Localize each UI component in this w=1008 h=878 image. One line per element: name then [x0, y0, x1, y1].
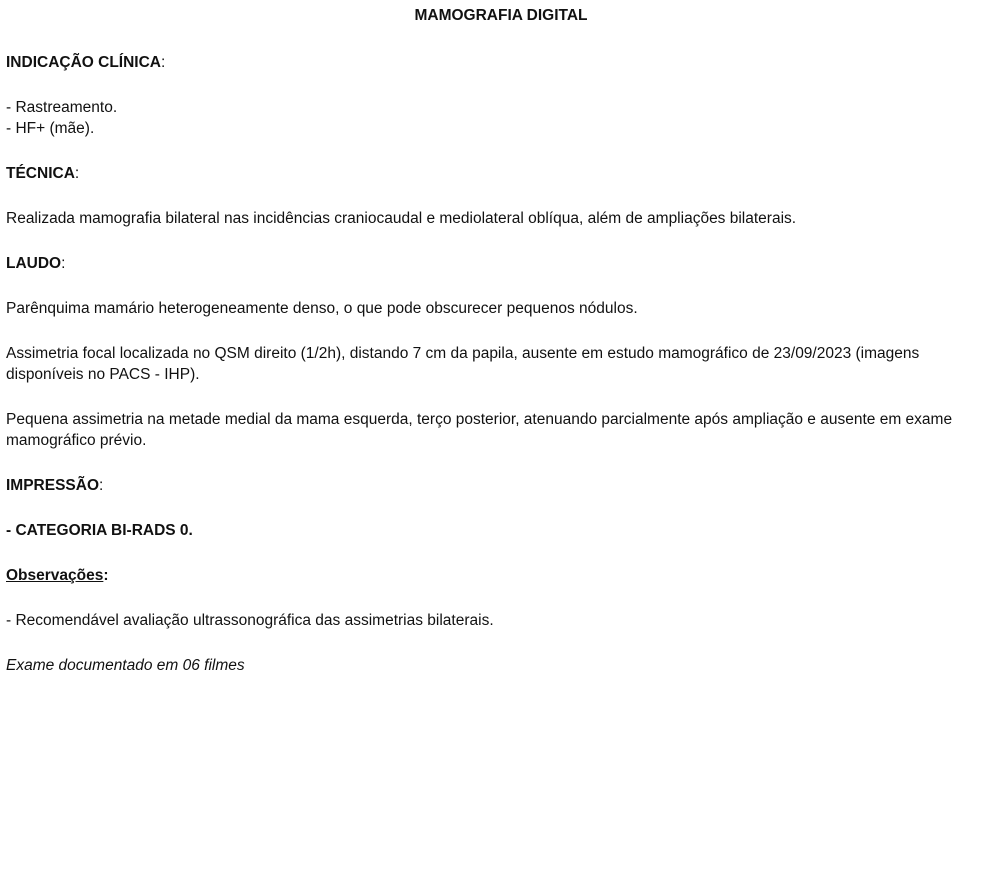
- indicacao-heading-colon: :: [161, 54, 166, 71]
- laudo-paragraph: Assimetria focal localizada no QSM direito (1/2h), distando 7 cm da papila, ausente em estudo mamográfico de 23/09/2023 (imagens disponíveis no PACS - IHP).: [6, 345, 920, 383]
- indicacao-heading: [6, 52, 956, 73]
- indicacao-list: [6, 97, 956, 139]
- indicacao-item: - HF+ (mãe).: [6, 120, 95, 137]
- laudo-paragraph: Parênquima mamário heterogeneamente denso, o que pode obscurecer pequenos nódulos.: [6, 300, 638, 317]
- tecnica-heading: [6, 163, 956, 184]
- observacoes-heading: [6, 565, 956, 586]
- indicacao-item: - Rastreamento.: [6, 99, 118, 116]
- impressao-heading-colon: :: [99, 477, 104, 494]
- tecnica-heading-text: TÉCNICA: [6, 165, 75, 182]
- observacoes-text: - Recomendável avaliação ultrassonográfica das assimetrias bilaterais.: [6, 612, 494, 629]
- impressao-heading-text: IMPRESSÃO: [6, 477, 100, 494]
- laudo-paragraph: Pequena assimetria na metade medial da mama esquerda, terço posterior, atenuando parcialmente após ampliação e ausente em exame mamográfico prévio.: [6, 411, 953, 449]
- laudo-heading-text: LAUDO: [6, 255, 62, 272]
- indicacao-heading-text: INDICAÇÃO CLÍNICA: [6, 54, 161, 71]
- report-title: MAMOGRAFIA DIGITAL: [414, 7, 588, 24]
- impressao-heading: [6, 475, 956, 496]
- laudo-heading-colon: :: [61, 255, 66, 272]
- observacoes-heading-text: Observações: [6, 567, 104, 584]
- observacoes-heading-colon: :: [103, 567, 109, 584]
- laudo-heading: [6, 253, 956, 274]
- tecnica-heading-colon: :: [74, 165, 80, 182]
- tecnica-text: Realizada mamografia bilateral nas incidências craniocaudal e mediolateral oblíqua, além de ampliações bilaterais.: [6, 210, 797, 227]
- birads-category: - CATEGORIA BI-RADS 0.: [6, 522, 193, 539]
- footer-note: Exame documentado em 06 filmes: [6, 657, 245, 674]
